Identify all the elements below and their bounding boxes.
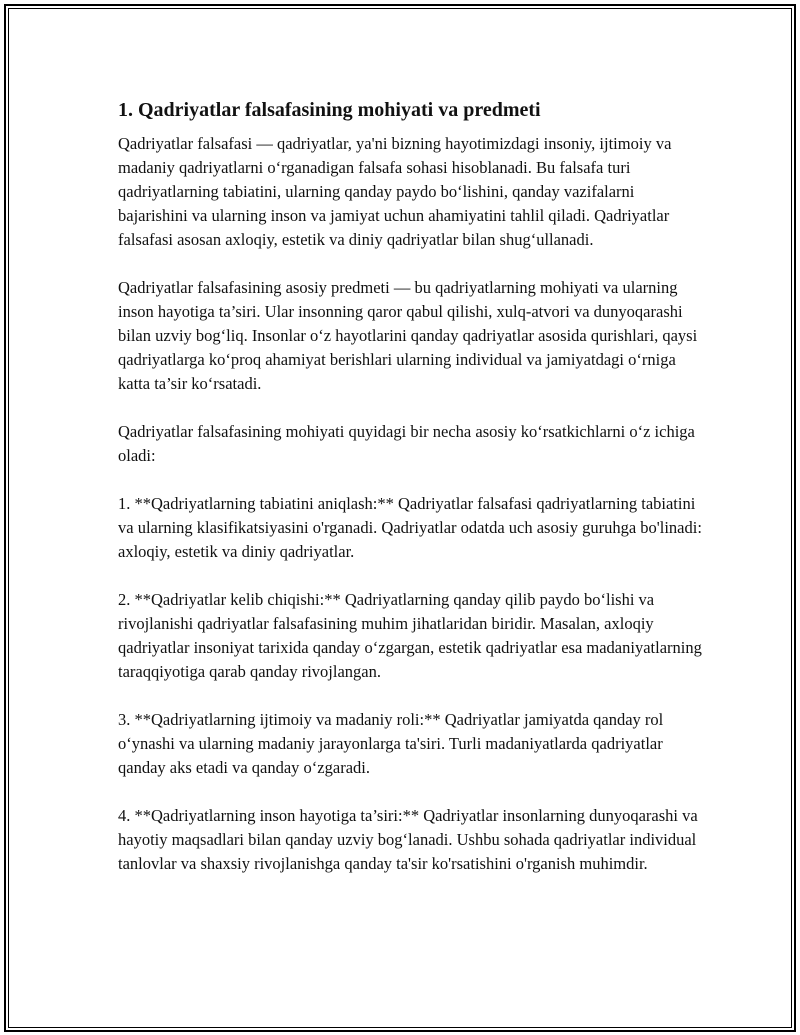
list-item-3: 3. **Qadriyatlarning ijtimoiy va madaniy roli:** Qadriyatlar jamiyatda qanday rol o‘ynashi va ularning madaniy jarayonlarga ta'siri. Turli madaniyatlarda qadriyatlar qanday aks etadi va qanday o‘zgaradi. <box>118 710 664 777</box>
paragraph-intro: Qadriyatlar falsafasi — qadriyatlar, ya'ni bizning hayotimizdagi insoniy, ijtimoiy va madaniy qadriyatlarni o‘rganadigan falsafa sohasi hisoblanadi. Bu falsafa turi qadriyatlarning tabiatini, ularning qanday paydo bo‘lishini, qanday vazifalarni bajarishini va ularning inson va jamiyat uchun ahamiyatini tahlil qiladi. Qadriyatlar falsafasi asosan axloqiy, estetik va diniy qadriyatlar bilan shug‘ullanadi. <box>118 134 672 249</box>
page-frame <box>4 4 796 1032</box>
paragraph-essence-lead: Qadriyatlar falsafasining mohiyati quyidagi bir necha asosiy ko‘rsatkichlarni o‘z ichiga oladi: <box>118 422 695 465</box>
document-title: 1. Qadriyatlar falsafasining mohiyati va predmeti <box>118 99 541 121</box>
list-item-1: 1. **Qadriyatlarning tabiatini aniqlash:** Qadriyatlar falsafasi qadriyatlarning tabiatini va ularning klasifikatsiyasini o'rganadi. Qadriyatlar odatda uch asosiy guruhga bo'linadi: axloqiy, estetik va diniy qadriyatlar. <box>118 494 702 561</box>
document-content <box>118 96 703 900</box>
paragraph-subject: Qadriyatlar falsafasining asosiy predmeti — bu qadriyatlarning mohiyati va ularning inson hayotiga ta’siri. Ular insonning qaror qabul qilishi, xulq-atvori va dunyoqarashi bilan uzviy bog‘liq. Insonlar o‘z hayotlarini qanday qadriyatlar asosida qurishlari, qaysi qadriyatlarga ko‘proq ahamiyat berishlari ularning individual va jamiyatdagi o‘rniga katta ta’sir ko‘rsatadi. <box>118 278 698 393</box>
list-item-4: 4. **Qadriyatlarning inson hayotiga ta’siri:** Qadriyatlar insonlarning dunyoqarashi va hayotiy maqsadlari bilan qanday uzviy bog‘lanadi. Ushbu sohada qadriyatlar individual tanlovlar va shaxsiy rivojlanishga qanday ta'sir ko'rsatishini o'rganish muhimdir. <box>118 806 698 873</box>
list-item-2: 2. **Qadriyatlar kelib chiqishi:** Qadriyatlarning qanday qilib paydo bo‘lishi va rivojlanishi qadriyatlar falsafasining muhim jihatlaridan biridir. Masalan, axloqiy qadriyatlar insoniyat tarixida qanday o‘zgargan, estetik qadriyatlar esa madaniyatlarning taraqqiyotiga qarab qanday rivojlangan. <box>118 590 702 681</box>
